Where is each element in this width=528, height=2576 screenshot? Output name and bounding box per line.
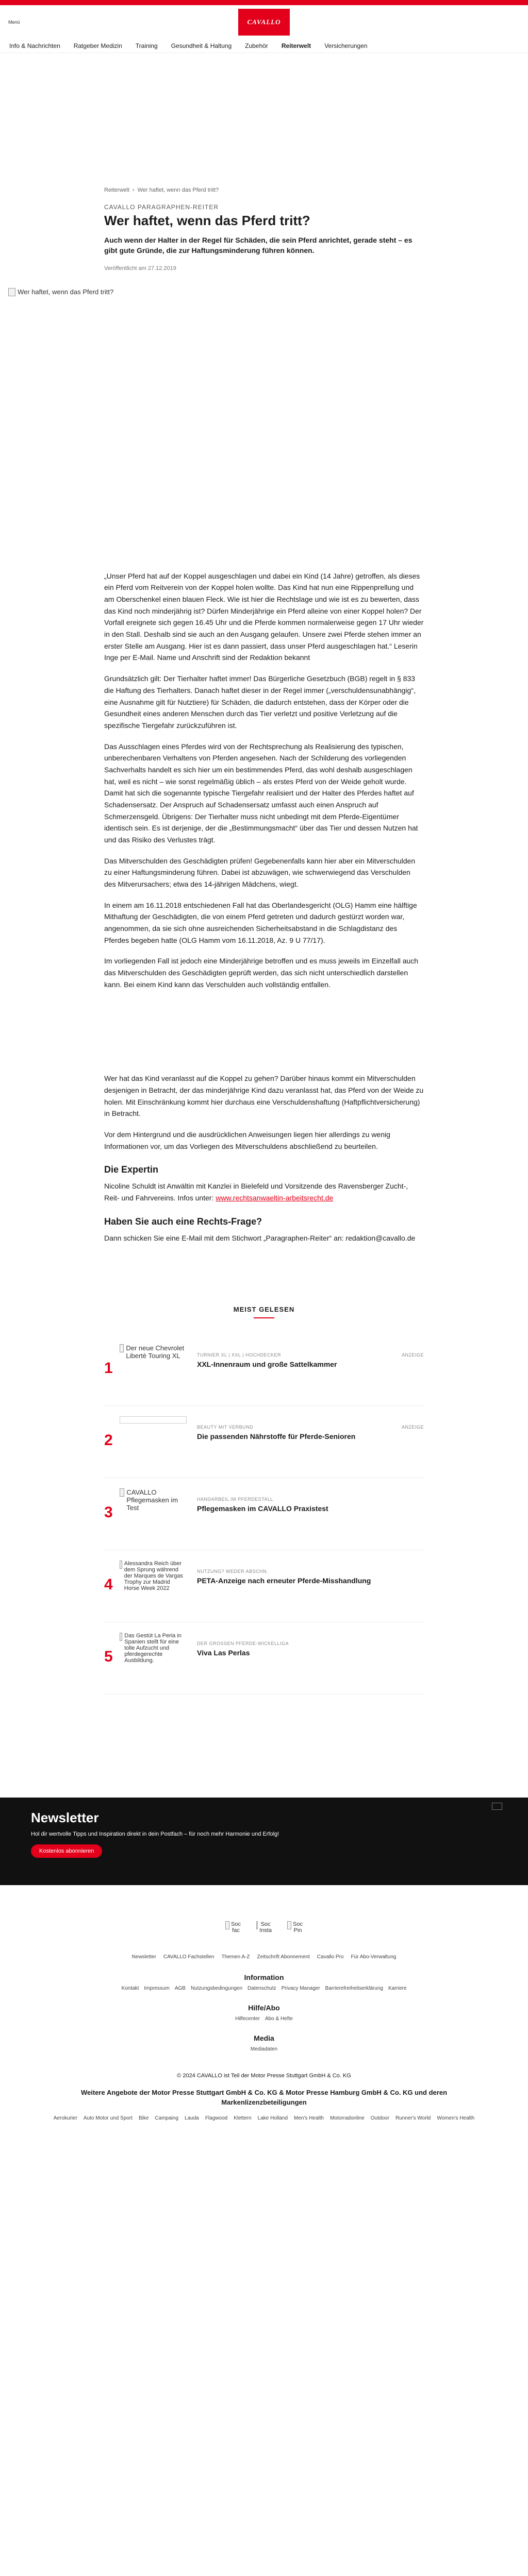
footer-link[interactable]: Privacy Manager: [281, 1986, 320, 1992]
paragraph: „Unser Pferd hat auf der Koppel ausgeschlagen und dabei ein Kind (14 Jahre) getroffen, als dieses ein Pferd vom Reitverein von der Koppel holen wollte. Das Kind hat nun eine Rippenprellung und am Oberschenkel einen blauen Fleck. Wie ist hier die Rechtslage und wie ist es zu bewerten, dass das Kind noch minderjährig ist? Dürfen Minderjährige ein Pferd alleine von einer Koppel holen? Der Vorfall ereignete sich gegen 16.45 Uhr und die Pferde kommen normalerweise gegen 17 Uhr wieder in den Stall. Deshalb sind sie auch an den Ausgang gelaufen. Unsere zwei Pferde stehen immer an erster Stelle am Ausgang. Hier ist es dann passiert, dass unser Pferd ausgeschlagen hat.“ Leserin Inge per E-Mail. Name und Anschrift sind der Redaktion bekannt: [104, 571, 424, 662]
article-header: [104, 187, 424, 272]
nav-item-5[interactable]: Versicherungen: [324, 42, 368, 49]
help-links: [0, 2016, 528, 2022]
breadcrumb: Reiterwelt › Wer haftet, wenn das Pferd tritt?: [104, 187, 219, 193]
partner-link[interactable]: Aerokurier: [53, 2115, 77, 2121]
most-read-item[interactable]: [104, 1550, 424, 1622]
teaser-image[interactable]: Alessandra Reich über dem Sprung während der Marques de Vargas Trophy zur Madrid Horse Week 2022: [120, 1561, 187, 1607]
partner-link[interactable]: Women's Health: [437, 2115, 475, 2121]
expert-heading: Die Expertin: [104, 1164, 159, 1175]
teaser-text: [197, 1633, 424, 1657]
hero-image-placeholder: [8, 288, 113, 296]
most-read-title: MEIST GELESEN: [104, 1306, 424, 1318]
most-read-item[interactable]: [104, 1478, 424, 1550]
nav-item-info[interactable]: Info & Nachrichten: [9, 42, 60, 49]
rank-number: 2: [104, 1432, 113, 1449]
teaser-text: [197, 1416, 424, 1441]
hero-alt-text: Wer haftet, wenn das Pferd tritt?: [18, 288, 114, 296]
ad-tag: ANZEIGE: [401, 1425, 424, 1430]
nav-item-1[interactable]: Training: [135, 42, 158, 49]
paragraph: Vor dem Hintergrund und die ausdrücklichen Anweisungen liegen hier allerdings zu wenig Informationen vor, um das Vorliegen des Mitverschuldens abschließend zu beurteilen.: [104, 1130, 390, 1150]
broken-image-icon: [120, 1633, 122, 1641]
ad-tag: ANZEIGE: [401, 1352, 424, 1358]
site-footer: [0, 1885, 528, 2121]
teaser-headline[interactable]: Viva Las Perlas: [197, 1649, 250, 1657]
broken-image-icon: [120, 1344, 124, 1352]
partner-link[interactable]: Outdoor: [370, 2115, 389, 2121]
footer-link[interactable]: Karriere: [388, 1986, 407, 1992]
logo-text: CAVALLO: [247, 18, 281, 26]
newsletter-title: Newsletter: [31, 1810, 99, 1826]
footer-link[interactable]: Zeitschrift Abonnement: [257, 1954, 310, 1960]
most-read-item[interactable]: [104, 1406, 424, 1478]
instagram-icon[interactable]: Soc Insta: [256, 1921, 272, 1934]
menu-label: Menü: [8, 19, 20, 25]
media-links: [0, 2046, 528, 2052]
footer-link[interactable]: Newsletter: [131, 1954, 156, 1960]
media-heading: Media: [254, 2034, 274, 2043]
breadcrumb-item[interactable]: Reiterwelt: [104, 187, 129, 193]
paragraph: Grundsätzlich gilt: Der Tierhalter haftet immer! Das Bürgerliche Gesetzbuch (BGB) regelt in § 833 die Haftung des Tierhalters. Danach haftet dieser in der Regel immer („verschuldensunabhängig“, eine Ausnahme gilt für Nutztiere) für Schäden, die dadurch entstehen, dass der Körper oder die Gesundheit eines anderen Menschen durch das Tier verletzt und positive Verletzung auf die spezifische Tiergefahr zurückzuführen ist.: [104, 674, 416, 730]
teaser-image[interactable]: Der neue Chevrolet Libertè Touring XL: [120, 1344, 187, 1391]
ad-placeholder: [0, 53, 528, 187]
teaser-headline[interactable]: Die passenden Nährstoffe für Pferde-Senioren: [197, 1432, 356, 1441]
partner-link[interactable]: Flagwood: [205, 2115, 228, 2121]
site-logo[interactable]: [238, 9, 290, 36]
teaser-text: [197, 1488, 424, 1513]
footer-links: [0, 1954, 528, 1960]
footer-link[interactable]: Nutzungsbedingungen: [190, 1986, 243, 1992]
rank-number: 3: [104, 1504, 113, 1521]
help-heading: Hilfe/Abo: [248, 2004, 280, 2012]
footer-link[interactable]: CAVALLO Fachstellen: [163, 1954, 214, 1960]
most-read-item[interactable]: [104, 1622, 424, 1694]
partners-heading: Weitere Angebote der Motor Presse Stuttgart GmbH & Co. KG & Motor Presse Hamburg GmbH & Co. KG und deren Markenlizenzbeteiligungen: [80, 2089, 448, 2106]
partner-link[interactable]: Campaing: [155, 2115, 179, 2121]
teaser-text: [197, 1561, 424, 1585]
partner-link[interactable]: Men's Health: [294, 2115, 324, 2121]
partner-link[interactable]: Lauda: [185, 2115, 199, 2121]
breadcrumb-item: Wer haftet, wenn das Pferd tritt?: [137, 187, 219, 193]
footer-link[interactable]: Mediadaten: [250, 2046, 278, 2053]
title-underline: [254, 1317, 274, 1318]
teaser-image[interactable]: [120, 1416, 187, 1423]
teaser-headline[interactable]: PETA-Anzeige nach erneuter Pferde-Misshandlung: [197, 1577, 371, 1585]
partner-links: [32, 2115, 496, 2121]
teaser-category: BEAUTY MIT VERBUND: [197, 1425, 254, 1430]
broken-image-icon: [120, 1488, 124, 1497]
expert-text: [104, 1180, 424, 1204]
teaser-image[interactable]: Das Gestüt La Peria in Spanien stellt für eine tolle Aufzucht und pferdegerechte Ausbildung.: [120, 1633, 187, 1679]
footer-link[interactable]: AGB: [174, 1986, 186, 1992]
broken-image-icon: [8, 288, 15, 296]
copyright: © 2024 CAVALLO ist Teil der Motor Presse Stuttgart GmbH & Co. KG: [177, 2073, 351, 2079]
pinterest-icon[interactable]: Soc Pin: [287, 1921, 303, 1934]
partner-link[interactable]: Bike: [138, 2115, 149, 2121]
footer-link[interactable]: Themen A-Z: [221, 1954, 250, 1960]
main-nav: [0, 39, 528, 53]
info-heading: Information: [244, 1973, 284, 1982]
rank-number: 5: [104, 1648, 113, 1666]
info-links: [0, 1986, 528, 1991]
partner-link[interactable]: Auto Motor und Sport: [83, 2115, 133, 2121]
question-text: Dann schicken Sie eine E-Mail mit dem Stichwort „Paragraphen-Reiter“ an: redaktion@cavallo.de: [104, 1233, 416, 1242]
footer-link[interactable]: Impressum: [144, 1986, 170, 1992]
footer-link[interactable]: Datenschutz: [248, 1986, 276, 1992]
teaser-headline[interactable]: XXL-Innenraum und große Sattelkammer: [197, 1360, 337, 1369]
teaser-category: TURNIER XL | XXL | HOCHDECKER: [197, 1352, 282, 1358]
expert-bio: Nicoline Schuldt ist Anwältin mit Kanzlei in Bielefeld und Vorsitzende des Ravensberger Zucht-, Reit- und Fahrvereins. Infos unter:: [104, 1182, 408, 1202]
footer-link[interactable]: Abo & Hefte: [265, 2016, 293, 2022]
hero-image: [0, 282, 528, 570]
article-body: [104, 570, 424, 1244]
partner-link[interactable]: Klettern: [234, 2115, 252, 2121]
newsletter-banner: [0, 1798, 528, 1885]
menu-button[interactable]: [8, 20, 29, 25]
broken-image-icon: [120, 1561, 122, 1569]
article-kicker: CAVALLO PARAGRAPHEN-REITER: [104, 204, 219, 211]
paragraph: Wer hat das Kind veranlasst auf die Koppel zu gehen? Darüber hinaus kommt ein Mitverschulden desjenigen in Betracht, der das minderjährige Kind dazu veranlasst hat, das Pferd von der Weide zu holen. Mit Einschränkung kommt hier durchaus eine Verschuldenshaftung (Haftpflichtversicherung) in Betracht.: [104, 1074, 424, 1118]
teaser-text: [197, 1344, 424, 1369]
teaser-headline[interactable]: Pflegemasken im CAVALLO Praxistest: [197, 1504, 328, 1513]
footer-link[interactable]: Kontakt: [121, 1986, 139, 1992]
nav-item-3[interactable]: Zubehör: [245, 42, 268, 49]
most-read-item[interactable]: [104, 1334, 424, 1406]
most-read-section: [104, 1306, 424, 1694]
teaser-category: HANDARBEIL IM PFERDESTALL: [197, 1497, 274, 1502]
partner-link[interactable]: Motorradonline: [330, 2115, 365, 2121]
teaser-image[interactable]: CAVALLO Pflegemasken im Test: [120, 1488, 187, 1535]
nav-item-4[interactable]: Reiterwelt: [281, 42, 311, 49]
nav-item-2[interactable]: Gesundheit & Haltung: [171, 42, 232, 49]
footer-link[interactable]: Barrierefreiheitserklärung: [325, 1986, 383, 1992]
article-title: Wer haftet, wenn das Pferd tritt?: [104, 213, 310, 228]
nav-item-0[interactable]: Ratgeber Medizin: [73, 42, 122, 49]
partner-link[interactable]: Runner's World: [395, 2115, 431, 2121]
newsletter-subscribe-button[interactable]: Kostenlos abonnieren: [31, 1844, 102, 1858]
expert-link[interactable]: www.rechtsanwaeltin-arbeitsrecht.de: [216, 1193, 334, 1202]
footer-link[interactable]: Cavallo Pro: [317, 1954, 344, 1960]
newsletter-image: [492, 1803, 502, 1810]
question-heading: Haben Sie auch eine Rechts-Frage?: [104, 1216, 262, 1227]
top-accent-stripe: [0, 0, 528, 5]
teaser-category: DER GROSSEN PFERDE-WICKELLIGA: [197, 1641, 289, 1647]
article-teaser: Auch wenn der Halter in der Regel für Schäden, die sein Pferd anrichtet, gerade steht – es gibt gute Gründe, die zur Haftungsminderung führen können.: [104, 236, 412, 255]
rank-number: 4: [104, 1576, 113, 1594]
article-date: Veröffentlicht am 27.12.2019: [104, 265, 176, 272]
footer-link[interactable]: Für Abo-Verwaltung: [351, 1954, 397, 1960]
site-header: [0, 5, 528, 39]
paragraph: Im vorliegenden Fall ist jedoch eine Minderjährige betroffen und es muss jeweils im Einzelfall auch das Mitverschulden des Geschädigten geprüft werden, das sich nicht unterschiedlich darstellen kann. Bei einem Kind kann das Verschulden auch vollständig entfallen.: [104, 957, 419, 989]
teaser-category: NUTZUNG? WEDER ABSCHN.: [197, 1569, 269, 1574]
paragraph: Das Mitverschulden des Geschädigten prüfen! Gegebenenfalls kann hier aber ein Mitverschulden zu einer Haftungsminderung führen. Dabei ist abzuwägen, wie schwerwiegend das Verschulden des Mitverursachers; etwa des 14-jährigen Mädchens, wiegt.: [104, 856, 416, 888]
facebook-icon[interactable]: Soc fac: [225, 1921, 241, 1934]
partner-link[interactable]: Lake Holland: [257, 2115, 288, 2121]
rank-number: 1: [104, 1360, 113, 1377]
paragraph: Das Ausschlagen eines Pferdes wird von der Rechtsprechung als Realisierung des typischen, unberechenbaren Verhaltens von Pferden angesehen. Nach der Schilderung des vorliegenden Sachverhalts handelt es sich hier um ein bestimmendes Pferd, das wohl deshalb ausgeschlagen hat, weil es nicht – wie sonst regelmäßig üblich – als erstes Pferd von der Weide geholt wurde. Damit hat sich die sogenannte typische Tiergefahr realisiert und der Halter des Pferdes haftet auf Schadensersatz. Der Anspruch auf Schadensersatz umfasst auch einen Anspruch auf Schmerzensgeld. Übrigens: Der Tierhalter muss nicht unbedingt mit dem Pferde-Eigentümer identisch sein. Es ist derjenige, der die „Bestimmungsmacht“ über das Tier und dessen Nutzen hat und das Risiko des Verlustes trägt.: [104, 742, 418, 844]
paragraph: In einem am 16.11.2018 entschiedenen Fall hat das Oberlandesgericht (OLG) Hamm eine hälftige Mithaftung der Geschädigten, die von einem Pferd getreten und dadurch gestürzt worden war, angenommen, da sie sich ohne ausreichenden Sicherheitsabstand in die Schlagdistanz des Pferdes begeben hatte (OLG Hamm vom 16.11.2018, Az. 9 U 77/17).: [104, 901, 417, 944]
footer-link[interactable]: Hilfecenter: [235, 2016, 260, 2022]
newsletter-text: Hol dir wertvolle Tipps und Inspiration direkt in dein Postfach – für noch mehr Harmonie und Erfolg!: [31, 1831, 279, 1838]
social-links: [0, 1921, 528, 1934]
